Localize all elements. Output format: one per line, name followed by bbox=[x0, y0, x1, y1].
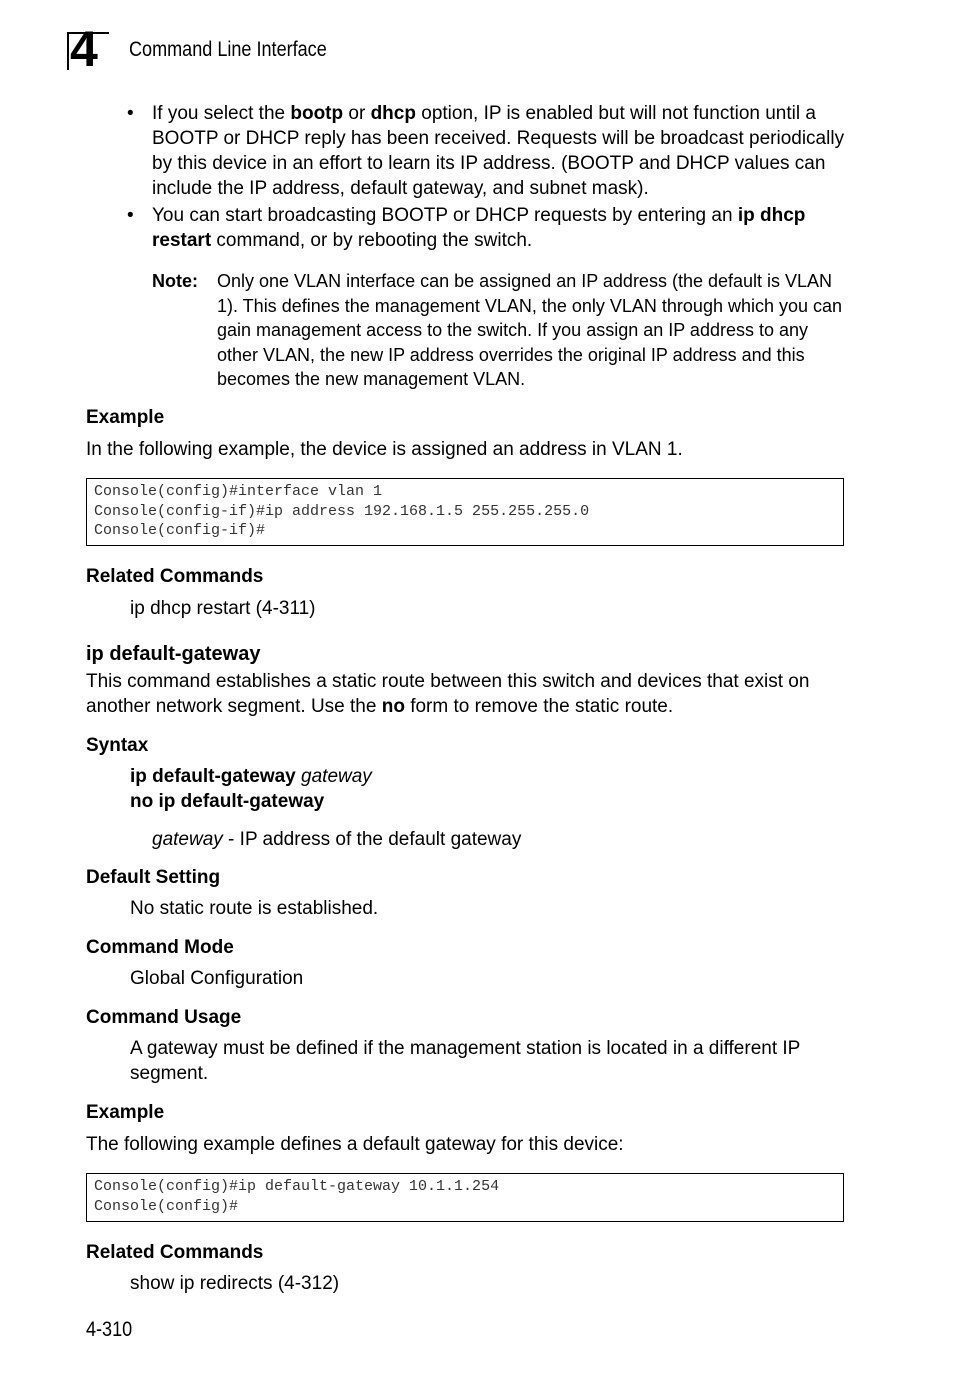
code-line: Console(config)#interface vlan 1 bbox=[94, 483, 383, 500]
example-description: The following example defines a default gateway for this device: bbox=[86, 1134, 624, 1155]
code-block-1 bbox=[86, 478, 844, 546]
bullet-marker: • bbox=[127, 205, 134, 226]
code-line: Console(config)#ip default-gateway 10.1.1.254 bbox=[94, 1178, 500, 1195]
code-line: Console(config-if)# bbox=[94, 522, 266, 539]
chapter-number: 4 bbox=[70, 21, 96, 77]
related-command-link: ip dhcp restart (4-311) bbox=[130, 598, 316, 619]
syntax-line-no: no ip default-gateway bbox=[130, 791, 325, 812]
default-setting-heading: Default Setting bbox=[86, 867, 221, 888]
page-number: 4-310 bbox=[86, 1318, 133, 1341]
ip-dhcp-restart-keyword: ip dhcp restart bbox=[152, 205, 806, 251]
bullet-marker: • bbox=[127, 103, 134, 124]
bullet-text: You can start broadcasting BOOTP or DHCP requests by entering an ip dhcp restart command, or by rebooting the switch. bbox=[152, 205, 806, 251]
command-title: ip default-gateway bbox=[86, 643, 261, 665]
dhcp-keyword: dhcp bbox=[370, 103, 416, 124]
syntax-heading: Syntax bbox=[86, 735, 149, 756]
related-commands-heading: Related Commands bbox=[86, 1242, 264, 1263]
note-text: Only one VLAN interface can be assigned an IP address (the default is VLAN 1). This defines the management VLAN, the only VLAN through which you can gain management access to the switch. If you assign an IP address to any other VLAN, the new IP address overrides the original IP address and this becomes the new management VLAN. bbox=[217, 271, 843, 389]
syntax-line: ip default-gateway gateway bbox=[130, 766, 372, 787]
code-block-2 bbox=[86, 1173, 844, 1222]
bullet-item bbox=[127, 101, 847, 201]
related-commands-heading: Related Commands bbox=[86, 566, 264, 587]
syntax-parameter: gateway - IP address of the default gateway bbox=[152, 829, 522, 850]
command-mode-text: Global Configuration bbox=[130, 968, 304, 989]
note-label: Note: bbox=[152, 271, 198, 291]
command-usage-text: A gateway must be defined if the management station is located in a different IP segment. bbox=[130, 1038, 800, 1084]
note-block bbox=[152, 269, 852, 392]
bullet-item bbox=[127, 203, 847, 253]
example-heading: Example bbox=[86, 407, 165, 428]
command-mode-heading: Command Mode bbox=[86, 937, 234, 958]
bootp-keyword: bootp bbox=[290, 103, 344, 124]
example-description: In the following example, the device is assigned an address in VLAN 1. bbox=[86, 439, 683, 460]
command-description: This command establishes a static route between this switch and devices that exist on another network segment. Use the no form to remove the static route. bbox=[86, 671, 810, 717]
related-command-link: show ip redirects (4-312) bbox=[130, 1273, 340, 1294]
code-line: Console(config-if)#ip address 192.168.1.5 255.255.255.0 bbox=[94, 502, 590, 520]
default-setting-text: No static route is established. bbox=[130, 898, 379, 919]
running-header-title: Command Line Interface bbox=[129, 38, 327, 61]
command-usage-heading: Command Usage bbox=[86, 1007, 242, 1028]
bullet-text: If you select the bootp or dhcp option, IP is enabled but will not function until a BOOTP or DHCP reply has been received. Requests will be broadcast periodically by this device in an effort to learn its IP address. (BOOTP and DHCP values can include the IP address, default gateway, and subnet mask). bbox=[152, 103, 845, 199]
example-heading: Example bbox=[86, 1102, 165, 1123]
code-line: Console(config)# bbox=[94, 1197, 239, 1215]
bullet-list bbox=[127, 101, 847, 253]
no-keyword: no bbox=[381, 696, 405, 717]
